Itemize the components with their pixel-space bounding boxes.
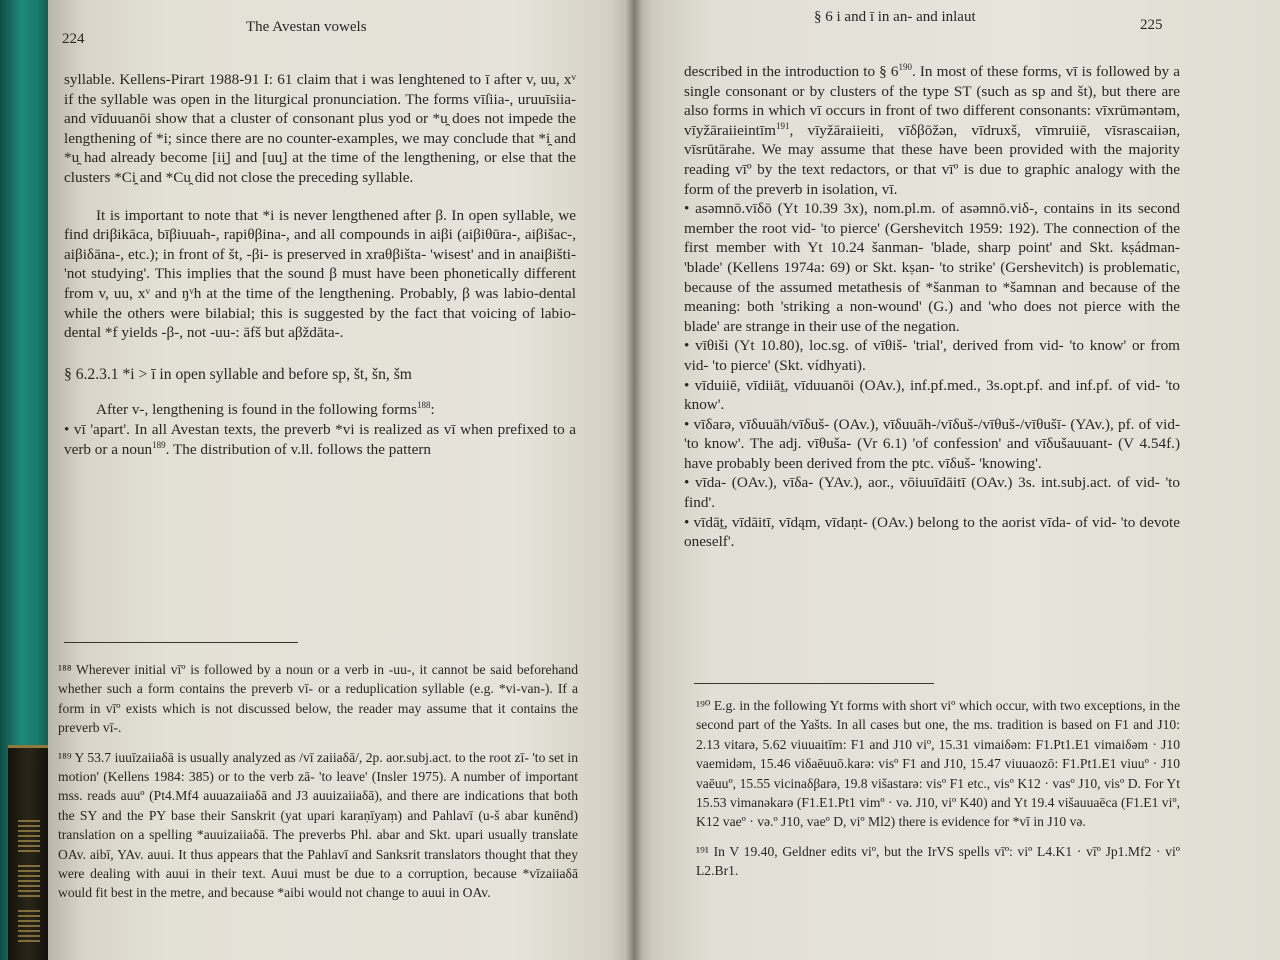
footnote: ¹⁸⁸ Wherever initial vīº is followed by a noun or a verb in -uu-, it cannot be said beforehand whether such a form contains the preverb vī- or a reduplication syllable (e.g. *vi-van-). If a form in vīº exists which is not discussed below, the reader may assume that it contains the preverb vī-. [58,662,578,736]
paragraph: described in the introduction to § $6^{190}$. In most of these forms, vī is followed by a single consonant or by clusters of the type ST (such as sp and št), but there are also forms in which vī occurs in front of two different consonants: vīxrūmәntәm, vīyžāraiieintīm$^{191}$, vīyžāraiieiti, vīδβōžәn, vīdruxš, vīmruiiē, vīsrascaiiәn, vīsrūtārahe. We may assume that these have been provided with the majority reading vīº by the text redactors, or that vīº is due to graphic analogy with the form of the preverb in isolation, vī. [684,61,1180,198]
footnote-rule [694,683,934,684]
bullet-item: • vī 'apart'. In all Avestan texts, the preverb *vi is realized as vī when prefixed to a verb or a noun$^{189}$. The distribution of v.ll. follows the pattern [64,420,576,458]
right-running-head: § 6 i and ī in an- and inlaut [814,9,976,25]
bullet-item: • vīδarә, vīδuuāh/vīδuš- (OAv.), vīδuuāh-/vīδuš-/vīθuš-/vīθušī- (YAv.), pf. of vid- 'to know'. The adj. vīθuša- (Vr 6.1) 'of confession' and vīδušauuant- (V 4.54f.) have probably been derived from the ptc. vīδuš- 'knowing'. [684,415,1180,472]
footnote-ref[interactable]: 190 [898,61,912,72]
bullet-item: • vīθiši (Yt 10.80), loc.sg. of vīθiš- 'trial', derived from vid- 'to know' or from vid- 'to pierce' (Skt. vídhyati). [684,337,1180,374]
spine-gilt-mark [18,908,40,942]
footnote-ref[interactable]: 189 [152,439,166,450]
bullet-item: • asәmnō.vīδō (Yt 10.39 3x), nom.pl.m. of asәmnō.viδ-, contains in its second member the root vid- 'to pierce' (Gershevitch 1959: 192). The connection of the first member with Yt 10.24 šanman- 'blade, sharp point' and Skt. kṣádman- 'blade' (Kellens 1974a: 69) or Skt. kṣan- 'to strike' (Gershevitch) is problematic, because of the assumed metathesis of *šanman to *šamnan and because of the meaning: both 'striking a non-wound' (G.) and 'who does not pierce with the blade' are strange in their use of the negation. [684,200,1180,335]
footnote-ref[interactable]: 191 [775,120,790,131]
bullet-item: • vīduiiē, vīdiiāṯ, vīduuanōi (OAv.), inf.pf.med., 3s.opt.pf. and inf.pf. of vid- 'to know'. [684,376,1180,414]
spine-gilt-mark [18,863,40,897]
spine-gilt-mark [18,818,40,852]
left-page [48,0,634,960]
section-heading: § 6.2.3.1 *i > ī in open syllable and before sp, št, šn, šm [64,365,412,383]
left-footnotes [58,660,578,913]
right-main-text [684,62,1180,552]
book-gutter [626,0,642,960]
bullet-item: • vīda- (OAv.), vīδa- (YAv.), aor., vōiuuīdāitī (OAv.) 3s. int.subj.act. of vid- 'to find'. [684,474,1180,512]
right-footnotes [696,696,1180,891]
footnote-ref[interactable]: 188 [417,400,431,411]
left-main-text [64,70,576,459]
footnote: ¹⁸⁹ Y 53.7 iuuīzaiiaδā is usually analyzed as /vī zaiiaδā/, 2p. aor.subj.act. to the root zī- 'to set in motion' (Kellens 1984: 385) or to the verb zā- 'to leave' (Insler 1975). A number of important mss. reads auuº (Pt4.Mf4 auuazaiiaδā and J3 auuizaiiaδā), and there are indications that both the SY and the PY base their Sanskrit (yat upari karaṇīyaṃ) and Pahlavī (u-š abar kunēnd) translation on a spelling *auuizaiiaδā. The preverbs Phl. abar and Skt. upari usually translate OAv. aibī, YAv. auui. It thus appears that the Pahlavī and Sanksrit translators thought that they were dealing with auui in their text. Auui must be due to a corruption, because *vīzaiiaδā would fit best in the metre, and because *aibi would not change to auui in OAv. [58,749,578,901]
right-page [634,0,1280,960]
paragraph: syllable. Kellens-Pirart 1988-91 I: 61 claim that i was lenghtened to ī after v, uu, xᵛ if the syllable was open in the liturgical pronunciation. The forms vīſiia-, uruuīsiia- and vīduuanōi show that a cluster of consonant plus yod or *u̯ does not impede the lengthening of *i; since there are no counter-examples, we may conclude that *i̯ and *u̯ had already become [ii̯] and [uu̯] at the time of the lengthening, or else that the clusters *Ci̯ and *Cu̯ did not close the preceding syllable. [64,71,576,186]
section-paragraph: After v-, lengthening is found in the following forms$^{188}$: [96,400,435,419]
right-page-number: 225 [1140,17,1163,33]
left-running-head: The Avestan vowels [246,19,367,35]
bullet-item: • vīdāṯ, vīdāitī, vīdąm, vīdaṇt- (OAv.) belong to the aorist vīda- of vid- 'to devote oneself'. [684,513,1180,551]
spine-label [8,745,48,960]
footnote: ¹⁹⁰ E.g. in the following Yt forms with short viº which occur, with two exceptions, in the second part of the Yašts. In all cases but one, the ms. tradition is based on F1 and J10: 2.13 vitarә, 5.62 viuuaitīm: F1 and J10 viº, 15.31 vimaiδәm: F1.Pt1.E1 vimaiδәm · J10 vaemidәm, 15.46 viδaēuuō.karә: visº F1 and J10, 15.47 viuuaozō: F1.Pt1.E1 viuuº · J10 vaēuuº, 15.55 vicinaδβarә, 19.8 višastarә: visº F1 etc., visº K12 · vasº J10, visº D. For Yt 15.53 vimanәkarә (F1.E1.Pt1 vimº · vә. J10, viº K40) and Yt 19.4 višauuaēca (F1.E1 viº, K12 vaeº · vә.º J10, vaeº D, viº Ml2) there is evidence for *vī in J10 vә. [696,698,1180,830]
left-page-number: 224 [62,31,85,47]
footnote-rule [64,642,298,643]
footnote: ¹⁹¹ In V 19.40, Geldner edits viº, but the IrVS spells vīº: viº L4.K1 · vīº Jp1.Mf2 · viº L2.Br1. [696,843,1180,879]
paragraph: It is important to note that *i is never lengthened after β. In open syllable, we find driβikāca, bīβiuuah-, rapiθβina-, and all compounds in aiβi (aiβiθūra-, aiβišac-, aiβiδāna-, etc.); in front of št, -βi- is preserved in xraθβišta- 'wisest' and in anaiβišti- 'not studying'. This implies that the sound β must have been phonetically different from v, uu, xᵛ and ŋᵛh at the time of the lengthening. Probably, β was labio-dental while the others were bilabial; this is suggested by the fact that voicing of labio-dental *f yields -β-, not -uu-: āfš but aβždāta-. [64,206,576,342]
